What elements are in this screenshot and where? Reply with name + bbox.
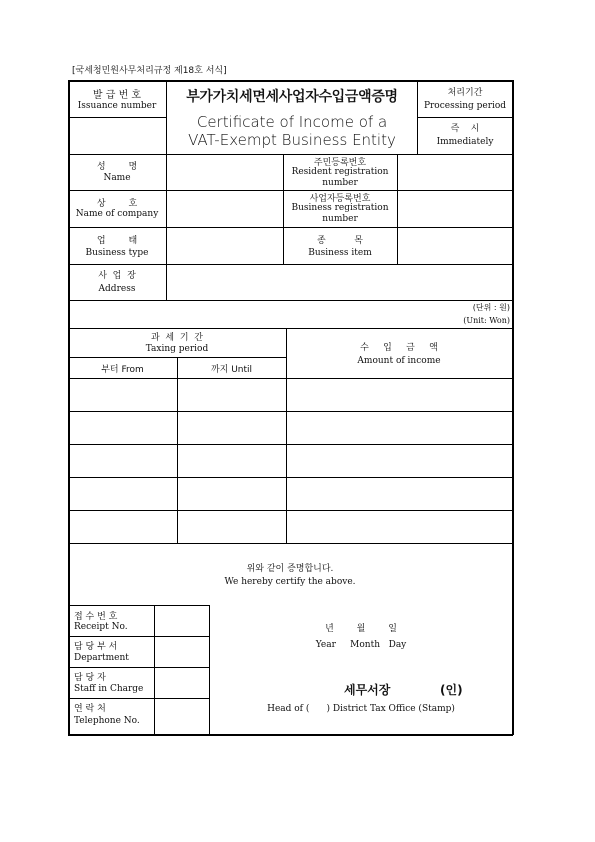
- item-field[interactable]: [398, 228, 511, 263]
- staff-field[interactable]: [155, 668, 208, 697]
- address-label-ko: 사 업 장: [98, 271, 136, 281]
- staff-label-ko: 담 당 자: [74, 673, 106, 683]
- immediate-label-en: Immediately: [436, 137, 494, 147]
- company-label-ko: 상 호: [96, 199, 138, 209]
- unit-label-en: (Unit: Won): [463, 316, 510, 325]
- title-en-line2: VAT-Exempt Business Entity: [188, 131, 396, 149]
- name-field[interactable]: [167, 155, 282, 189]
- taxing-period-label-ko: 과 세 기 간: [151, 333, 203, 343]
- until-cell[interactable]: [178, 511, 285, 542]
- amount-cell[interactable]: [287, 445, 511, 476]
- bizreg-label-en: Business registration number: [291, 203, 389, 224]
- processing-label-ko: 처리기간: [447, 88, 483, 98]
- date-label-ko: 년 월 일: [325, 624, 397, 634]
- office-head-title-en: Head of ( ) District Tax Office (Stamp): [267, 704, 455, 714]
- until-header: 까지 Until: [210, 365, 253, 375]
- receipt-label-en: Receipt No.: [74, 622, 128, 632]
- issuance-label-ko: 발 급 번 호: [92, 90, 142, 101]
- certify-text-ko: 위와 같이 증명합니다.: [246, 564, 334, 574]
- processing-label-en: Processing period: [423, 101, 507, 111]
- form-code: [국세청민원사무처리규정 제18호 서식]: [72, 66, 227, 76]
- title-ko: 부가가치세면세사업자수입금액증명: [186, 89, 398, 105]
- amount-label-en: Amount of income: [357, 356, 441, 366]
- phone-label-ko: 연 락 처: [74, 704, 106, 714]
- stamp-mark-ko: (인): [440, 683, 463, 697]
- until-cell[interactable]: [178, 445, 285, 476]
- department-label-ko: 담 당 부 서: [74, 642, 118, 652]
- resident-number-field[interactable]: [398, 155, 511, 189]
- biztype-label-en: Business type: [85, 248, 149, 258]
- company-label-en: Name of company: [75, 209, 159, 219]
- from-header: 부터 From: [101, 365, 144, 375]
- title-en-line1: Certificate of Income of a: [196, 113, 388, 131]
- biztype-field[interactable]: [167, 228, 282, 263]
- receipt-label-ko: 접 수 번 호: [74, 612, 118, 622]
- amount-label-ko: 수 입 금 액: [360, 343, 438, 353]
- biztype-label-ko: 업 태: [96, 236, 138, 246]
- resident-label-ko: 주민등록번호: [313, 158, 367, 168]
- date-label-en: Year Month Day: [315, 640, 407, 650]
- item-label-ko: 종 목: [317, 236, 363, 246]
- certify-text-en: We hereby certify the above.: [224, 577, 356, 587]
- issuance-label-en: Issuance number: [77, 101, 157, 111]
- office-head-title-ko: 세무서장: [344, 683, 391, 697]
- department-label-en: Department: [74, 653, 129, 663]
- from-cell[interactable]: [69, 412, 176, 443]
- from-cell[interactable]: [69, 478, 176, 509]
- amount-cell[interactable]: [287, 478, 511, 509]
- from-cell[interactable]: [69, 379, 176, 410]
- receipt-number-field[interactable]: [155, 606, 208, 635]
- phone-field[interactable]: [155, 699, 208, 733]
- amount-cell[interactable]: [287, 379, 511, 410]
- issuance-number-field[interactable]: [69, 118, 165, 153]
- resident-label-en: Resident registration number: [291, 167, 389, 188]
- bizreg-label-ko: 사업자등록번호: [309, 194, 371, 204]
- staff-label-en: Staff in Charge: [74, 684, 144, 694]
- until-cell[interactable]: [178, 478, 285, 509]
- address-field[interactable]: [167, 265, 511, 299]
- from-cell[interactable]: [69, 445, 176, 476]
- phone-label-en: Telephone No.: [74, 716, 140, 726]
- address-label-en: Address: [98, 284, 136, 294]
- from-cell[interactable]: [69, 511, 176, 542]
- unit-label-ko: (단위 : 원): [472, 303, 510, 312]
- company-field[interactable]: [167, 191, 282, 226]
- amount-cell[interactable]: [287, 511, 511, 542]
- amount-cell[interactable]: [287, 412, 511, 443]
- until-cell[interactable]: [178, 412, 285, 443]
- immediate-label-ko: 즉 시: [450, 124, 480, 134]
- taxing-period-label-en: Taxing period: [145, 344, 209, 354]
- bizreg-number-field[interactable]: [398, 191, 511, 226]
- until-cell[interactable]: [178, 379, 285, 410]
- name-label-ko: 성 명: [96, 162, 138, 172]
- name-label-en: Name: [103, 173, 131, 183]
- item-label-en: Business item: [308, 248, 372, 258]
- department-field[interactable]: [155, 637, 208, 666]
